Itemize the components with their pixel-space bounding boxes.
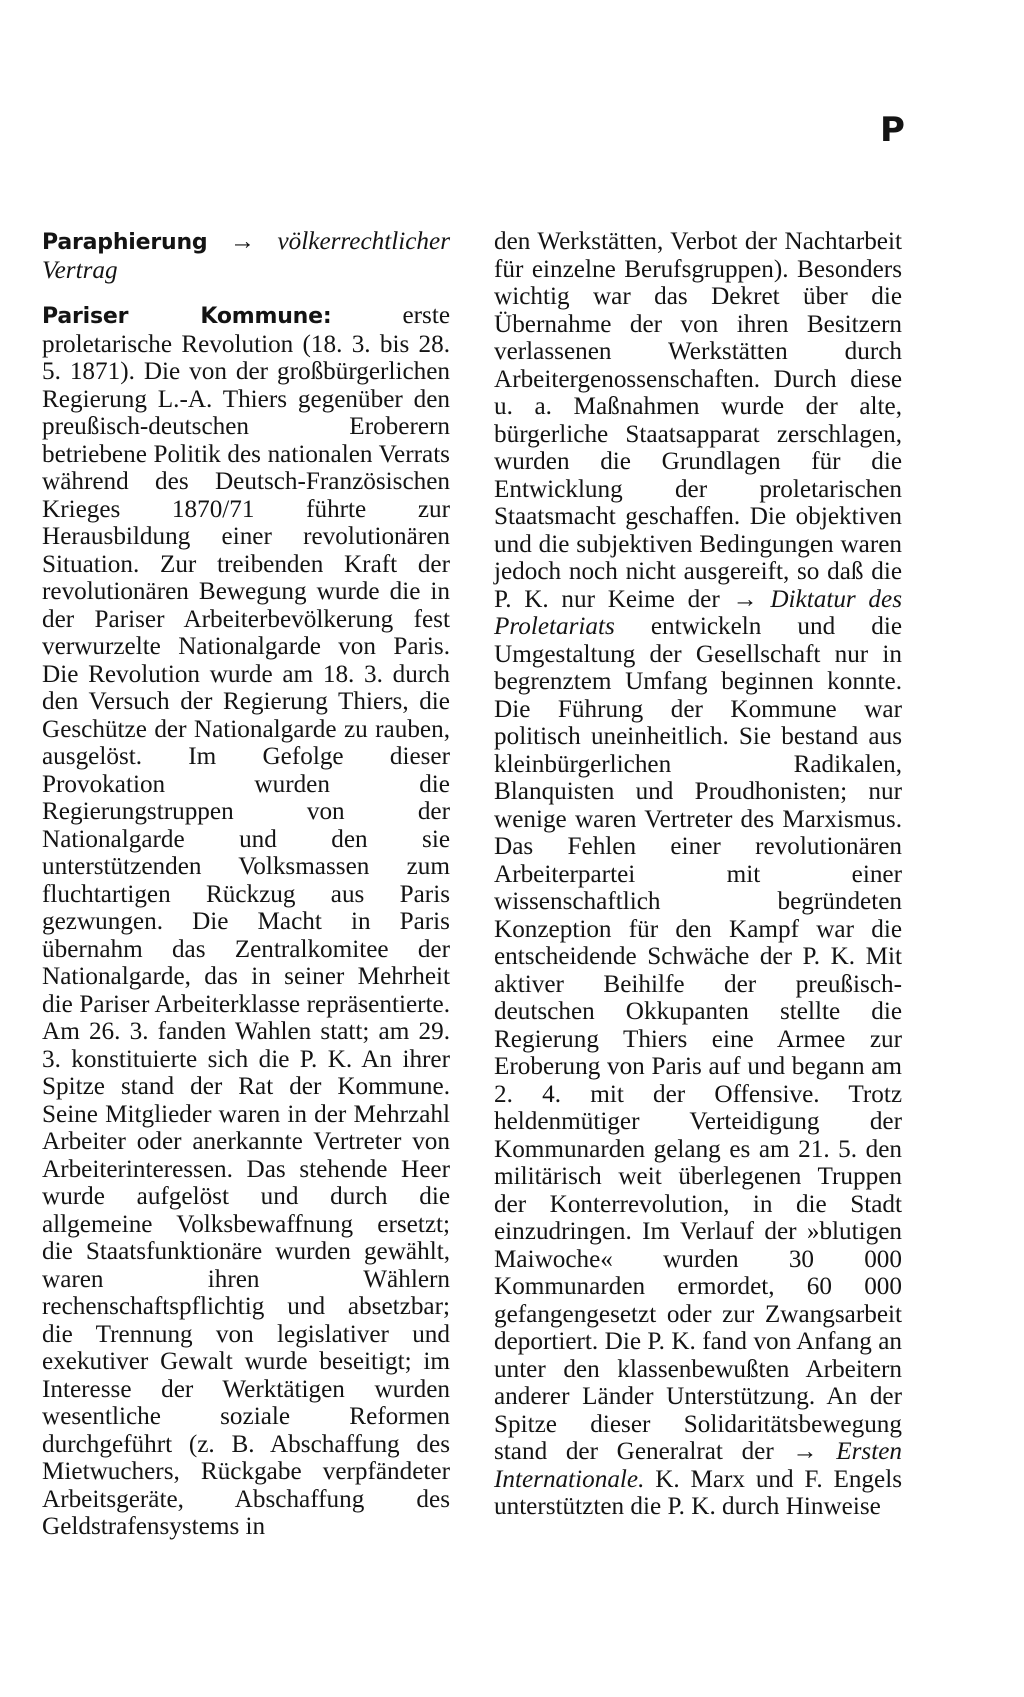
entry-text: K. Marx und F. Engels unterstützten die P. K. durch Hinweise [494, 1465, 903, 1520]
entry-text: den Werkstätten, Verbot der Nachtarbeit für einzelne Berufsgruppen). Besonders wichtig war das Dekret über die Übernahme der von ihren Besitzern verlassenen Werkstätten durch Arbeitergenossenschaften. Durch diese u. a. Maßnahmen wurde der alte, bürgerliche Staatsapparat zerschlagen, wurden die Grundlagen für die Entwicklung der proletarischen Staatsmacht geschaffen. Die objektiven und die subjektiven Bedingungen waren jedoch noch nicht ausgereift, so daß die P. K. nur Keime der [494, 228, 902, 613]
entry-paragraph-continued [494, 228, 902, 1521]
entry-pariser-kommune [42, 302, 450, 1541]
entry-paragraph [42, 302, 450, 1541]
cross-reference-link[interactable]: Ersten Internationale. [494, 1438, 902, 1493]
entry-term: Paraphierung [42, 230, 208, 255]
entry-text: entwickeln und die Umgestaltung der Gesellschaft nur in begrenztem Umfang beginnen konnte. Die Führung der Kommune war politisch uneinheitlich. Sie bestand aus kleinbürgerlichen Radikalen, Blanquisten und Proudhonisten; nur wenige waren Vertreter des Marxismus. Das Fehlen einer revolutionären Arbeiterpartei mit einer wissenschaftlich begründeten Konzeption für den Kampf war die entscheidende Schwäche der P. K. Mit aktiver Beihilfe der preußisch-deutschen Okkupanten stellte die Regierung Thiers eine Armee zur Eroberung von Paris auf und begann am 2. 4. mit der Offensive. Trotz heldenmütiger Verteidigung der Kommunarden gelang es am 21. 5. den militärisch weit überlegenen Truppen der Konterrevolution, in die Stadt einzudringen. Im Verlauf der »blutigen Maiwoche« wurden 30 000 Kommunarden ermordet, 60 000 gefangengesetzt oder zur Zwangsarbeit deportiert. Die P. K. fand von Anfang an unter den klassenbewußten Arbeitern anderer Länder Unterstützung. An der Spitze dieser Solidaritätsbewegung stand der Generalrat der [494, 613, 902, 1465]
entry-paraphierung [42, 228, 450, 284]
cross-reference-link[interactable]: Diktatur des Proletariats [494, 585, 903, 640]
cross-reference-link[interactable]: völkerrechtlicher Vertrag [42, 228, 450, 284]
left-column [42, 228, 450, 1559]
cross-reference-arrow-icon: → [229, 228, 256, 255]
entry-paragraph [42, 228, 450, 284]
section-letter: P [880, 110, 905, 150]
entry-text: erste proletarische Revolution (18. 3. bis 28. 5. 1871). Die von der großbürgerlichen Regierung L.-A. Thiers gegenüber den preußisch-deutschen Eroberern betriebene Politik des nationalen Verrats während des Deutsch-Französischen Krieges 1870/71 führte zur Herausbildung einer revolutionären Situation. Zur treibenden Kraft der revolutionären Bewegung wurde die in der Pariser Arbeiterbevölkerung fest verwurzelte Nationalgarde von Paris. Die Revolution wurde am 18. 3. durch den Versuch der Regierung Thiers, die Geschütze der Nationalgarde zu rauben, ausgelöst. Im Gefolge dieser Provokation wurden die Regierungstruppen von der Nationalgarde und den sie unterstützenden Volksmassen zum fluchtartigen Rückzug aus Paris gezwungen. Die Macht in Paris übernahm das Zentralkomitee der Nationalgarde, das in seiner Mehrheit die Pariser Arbeiterklasse repräsentierte. Am 26. 3. fanden Wahlen statt; am 29. 3. konstituierte sich die P. K. An ihrer Spitze stand der Rat der Kommune. Seine Mitglieder waren in der Mehrzahl Arbeiter oder anerkannte Vertreter von Arbeiterinteressen. Das stehende Heer wurde aufgelöst und durch die allgemeine Volksbewaffnung ersetzt; die Staatsfunktionäre wurden gewählt, waren ihren Wählern rechenschaftspflichtig und absetzbar; die Trennung von legislativer und exekutiver Gewalt wurde beseitigt; im Interesse der Werktätigen wurden wesentliche soziale Reformen durchgeführt (z. B. Abschaffung des Mietwuchers, Rückgabe verpfändeter Arbeitsgeräte, Abschaffung des Geldstrafensystems in [42, 302, 451, 1540]
entry-term: Pariser Kommune: [42, 304, 332, 329]
cross-reference-arrow-icon: → [792, 1438, 818, 1465]
right-column [494, 228, 902, 1521]
cross-reference-arrow-icon: → [732, 585, 758, 613]
